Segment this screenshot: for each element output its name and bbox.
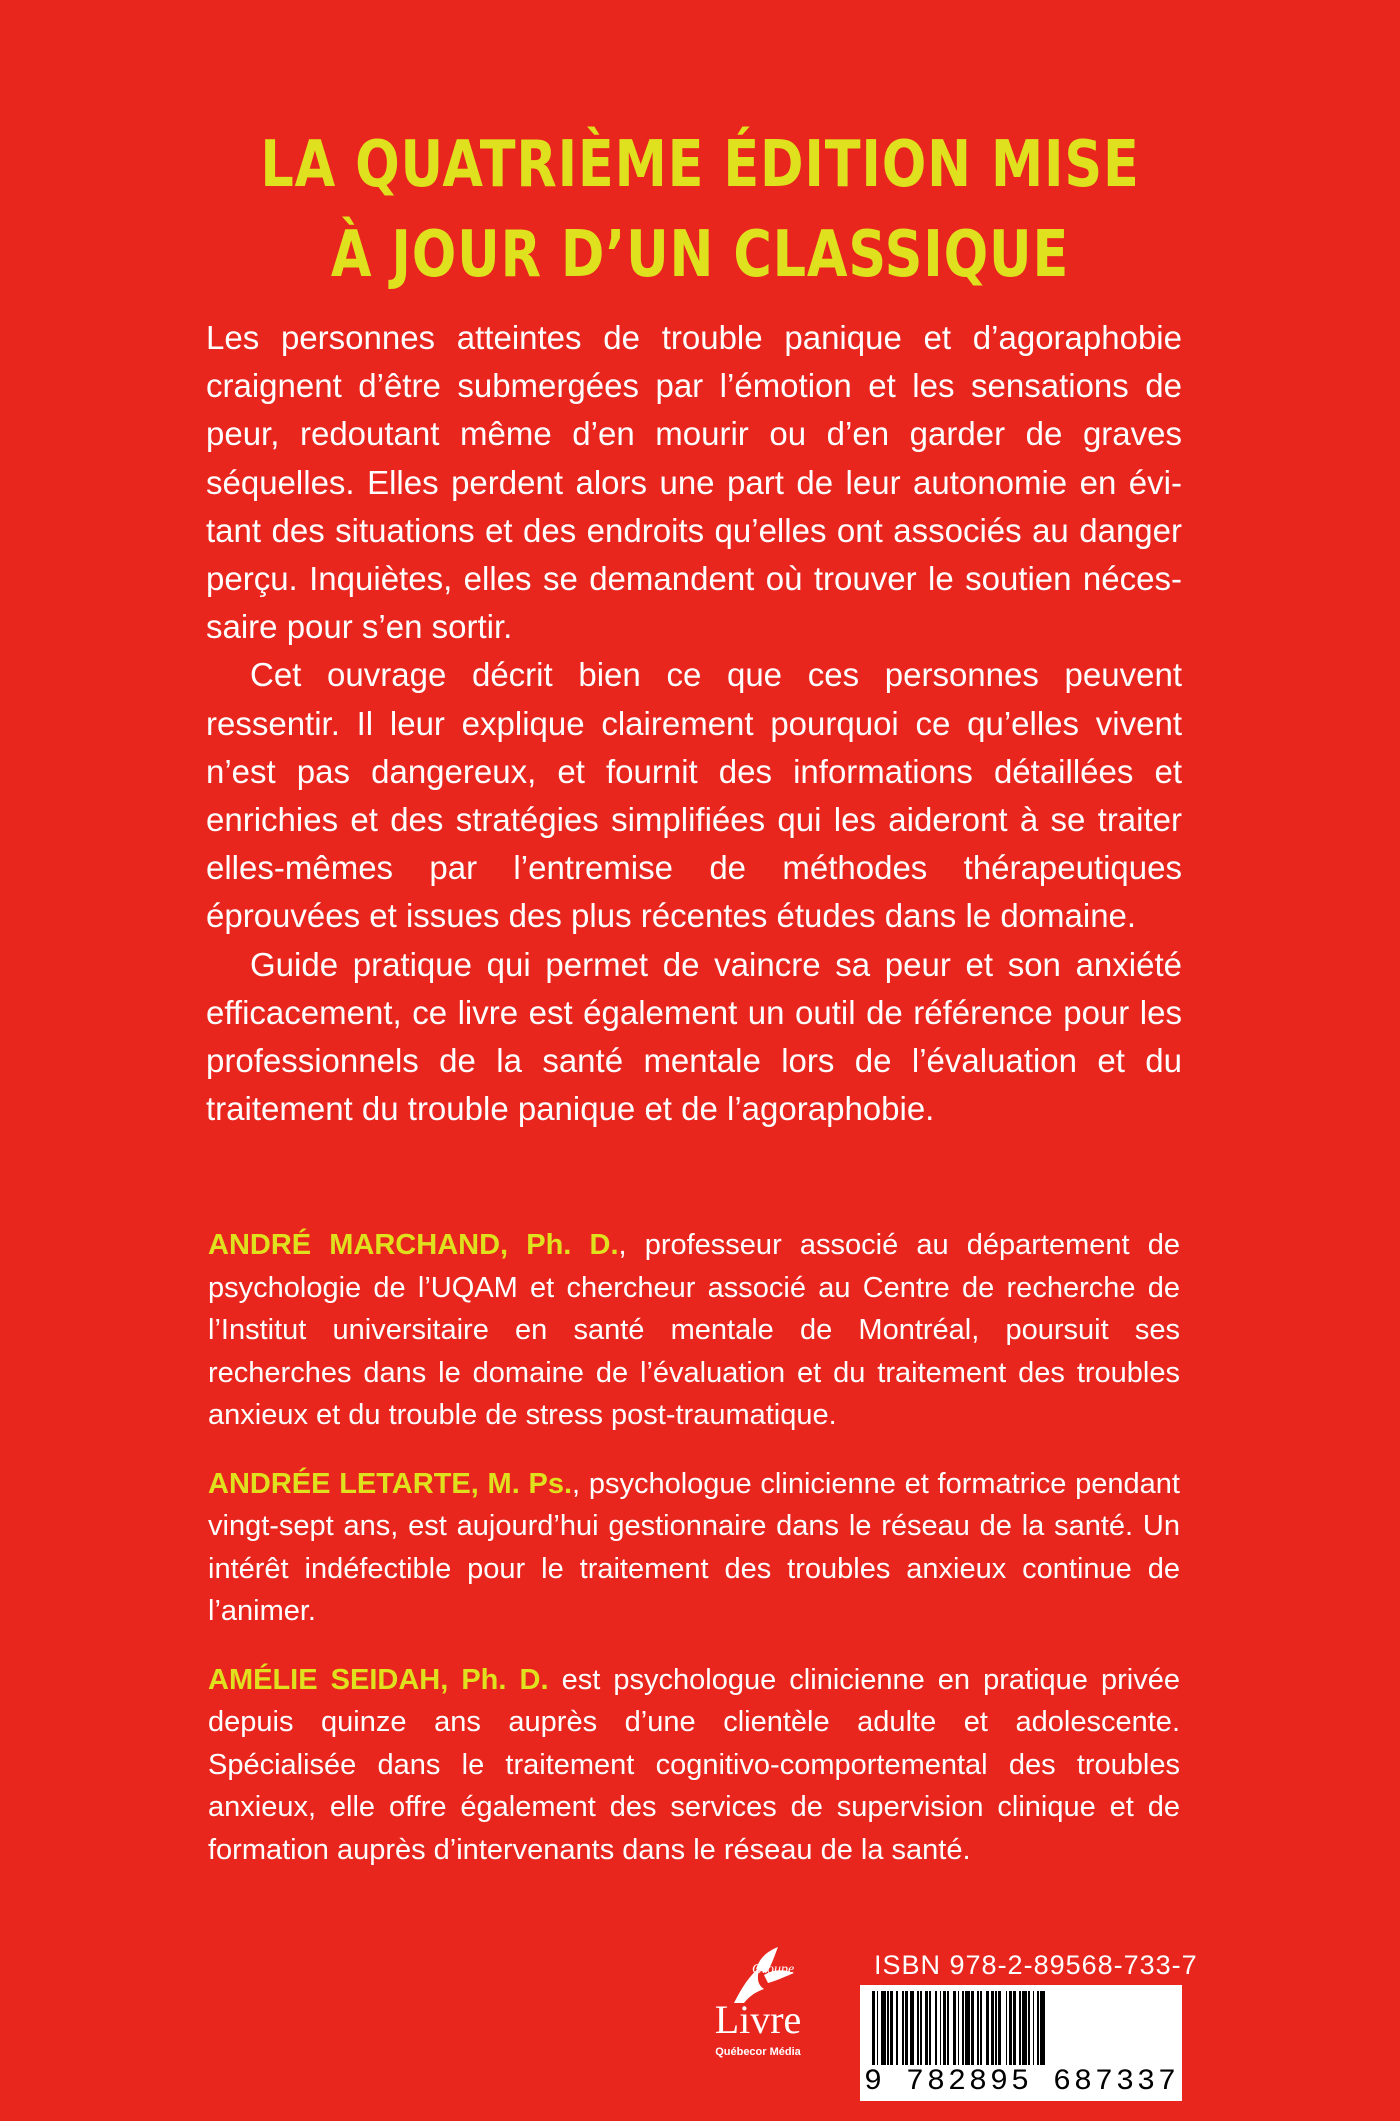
publisher-groupe: Groupe xyxy=(752,1962,795,1977)
description xyxy=(206,314,1182,1133)
barcode-bar xyxy=(1045,1991,1048,2065)
headline-line-1: LA QUATRIÈME ÉDITION MISE xyxy=(260,128,1140,202)
headline xyxy=(126,120,1274,300)
description-paragraph-1: Les personnes atteintes de trouble panique et d’agoraphobie craignent d’être submergées par l’émotion et les sensations de peur, redoutant même d’en mourir ou d’en garder de graves séquelles. Elles perdent alors une part de leur autonomie en évitant des situations et des endroits qu’elles ont associés au danger perçu. Inquiètes, elles se demandent où trouver le soutien nécessaire pour s’en sortir. xyxy=(206,319,1182,646)
author-bio-text: , psychologue clinicienne et formatrice pendant vingt-sept ans, est aujourd’hui gestionnaire dans le réseau de la santé. Un intérêt indéfectible pour le traitement des troubles anxieux continue de l’animer. xyxy=(208,1467,1180,1627)
author-bio-text: , professeur associé au département de psychologie de l’UQAM et chercheur associé au Centre de recherche de l’Institut universitaire en santé mentale de Montréal, poursuit ses recherches dans le domaine de l’évaluation et du traitement des troubles anxieux et du trouble de stress post-traumatique. xyxy=(208,1229,1180,1431)
isbn-label: ISBN 978-2-89568-733-7 xyxy=(874,1950,1198,1980)
description-paragraph-3: Guide pratique qui permet de vaincre sa peur et son anxiété efficacement, ce livre est également un outil de référence pour les professionnels de la santé mentale lors de l’évaluation et du traitement du trouble panique et de l’agoraphobie. xyxy=(206,945,1182,1128)
barcode-bars xyxy=(872,1991,1170,2065)
author-bio-marchand xyxy=(208,1224,1180,1437)
author-bios xyxy=(208,1224,1180,1897)
author-name: ANDRÉE LETARTE, M. Ps. xyxy=(208,1467,573,1500)
headline-line-2: À JOUR D’UN CLASSIQUE xyxy=(330,218,1070,292)
author-bio-seidah xyxy=(208,1659,1180,1872)
barcode-digits: 9 782895 687337 xyxy=(864,2065,1180,2099)
author-bio-letarte xyxy=(208,1463,1180,1633)
author-bio-text: est psychologue clinicienne en pratique privée depuis quinze ans auprès d’une clientèle adulte et adolescente. Spécialisée dans le traitement cognitivo-comportemental des troubles anxieux, elle offre également des services de supervision clinique et de formation auprès d’intervenants dans le réseau de la santé. xyxy=(208,1663,1180,1866)
author-name: AMÉLIE SEIDAH, Ph. D. xyxy=(208,1663,549,1696)
description-paragraph-2: Cet ouvrage décrit bien ce que ces personnes peuvent ressentir. Il leur explique clairement pourquoi ce qu’elles vivent n’est pas dangereux, et fournit des informations détaillées et enrichies et des stratégies simplifiées qui les aideront à se traiter elles-mêmes par l’entremise de méthodes thérapeutiques éprouvées et issues des plus récentes études dans le domaine. xyxy=(206,656,1182,935)
publisher-livre: Livre xyxy=(714,1997,802,2042)
barcode xyxy=(860,1985,1182,2101)
author-name: ANDRÉ MARCHAND, Ph. D. xyxy=(208,1229,619,1261)
publisher-quebecor: Québecor Média xyxy=(715,2046,801,2058)
